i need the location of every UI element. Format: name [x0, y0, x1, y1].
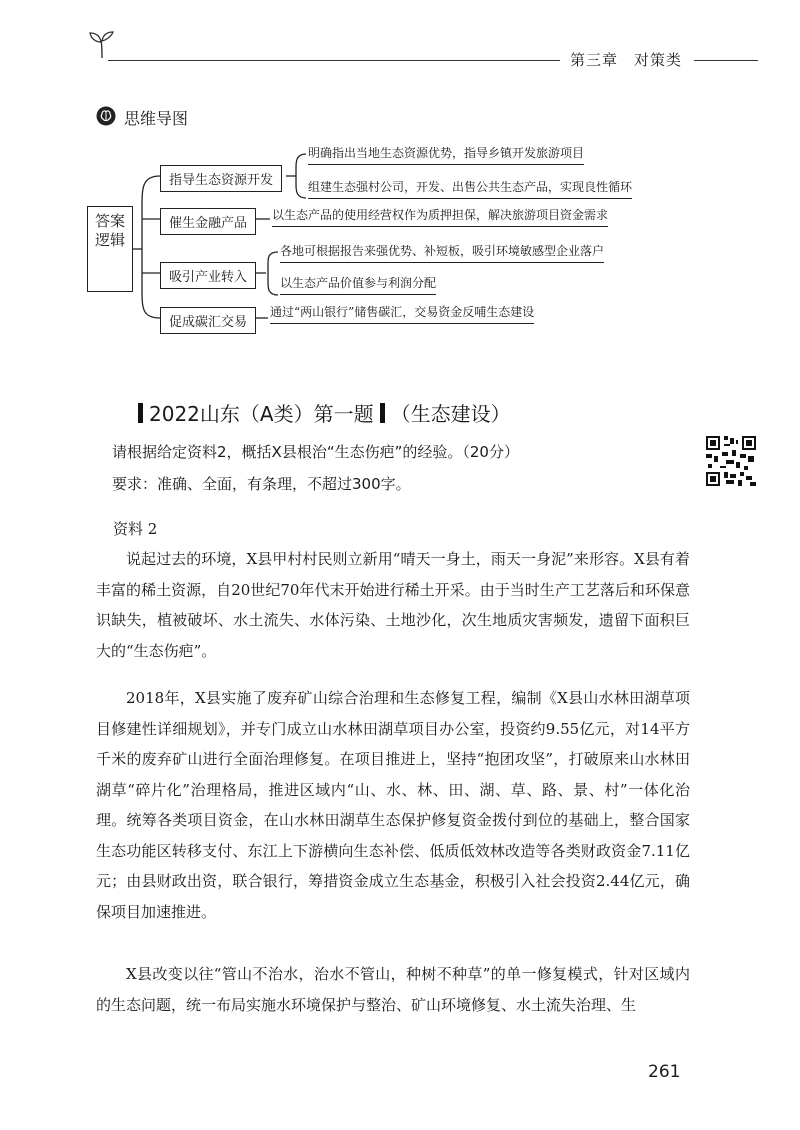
branch-financial-products: 催生金融产品: [160, 208, 256, 235]
leaf-attract-enterprises: 各地可根据报告来强优势、补短板，吸引环境敏感型企业落户: [280, 242, 604, 263]
section-title: [132, 398, 511, 427]
material-label: 资料 2: [113, 520, 158, 538]
sprout-icon: [88, 30, 116, 60]
chapter-title: 第三章 对策类: [570, 51, 683, 69]
section-tag: （生态建设）: [390, 402, 511, 426]
leaf-profit-sharing: 以生态产品价值参与利润分配: [280, 274, 436, 295]
mind-map-root-label: 答案逻辑: [95, 212, 126, 249]
material-paragraph: 说起过去的环境，X县甲村村民则立新用“晴天一身土，雨天一身泥”来形容。X县有着丰富的稀土资源，自20世纪70年代末开始进行稀土开采。由于当时生产工艺落后和环保意识缺失，植被破坏、水土流失、水体污染、土地沙化，次生地质灾害频发，遗留下面积巨大的“生态伤疤”。: [96, 550, 690, 660]
question-text: 请根据给定资料2，概括X县根治“生态伤疤”的经验。（20分）: [112, 443, 519, 461]
leaf-eco-company: 组建生态强村公司，开发、出售公共生态产品，实现良性循环: [308, 178, 632, 199]
branch-resource-development: 指导生态资源开发: [160, 165, 282, 192]
branch-carbon-trading: 促成碳汇交易: [160, 307, 256, 334]
mind-map-title: 思维导图: [124, 109, 189, 128]
leaf-resource-guidance: 明确指出当地生态资源优势，指导乡镇开发旅游项目: [308, 144, 584, 165]
leaf-carbon-bank: 通过“两山银行”储售碳汇，交易资金反哺生态建设: [270, 303, 534, 324]
brain-icon: [96, 106, 116, 126]
material-paragraph: 2018年，X县实施了废弃矿山综合治理和生态修复工程，编制《X县山水林田湖草项目修建性详细规划》，并专门成立山水林田湖草项目办公室，投资约9.55亿元，对14平方千米的废弃矿山进行全面治理修复。在项目推进上，坚持“抱团攻坚”，打破原来山水林田湖草“碎片化”治理格局，推进区域内“山、水、林、田、湖、草、路、景、村”一体化治理。统筹各类项目资金，在山水林田湖草生态保护修复资金拨付到位的基础上，整合国家生态功能区转移支付、东江上下游横向生态补偿、低质低效林改造等各类财政资金7.11亿元；由县财政出资，联合银行，筹措资金成立生态基金，积极引入社会投资2.44亿元，确保项目加速推进。: [96, 689, 690, 921]
section-bar-left: [138, 403, 143, 423]
branch-industry-transfer: 吸引产业转入: [160, 262, 256, 289]
qr-code-icon[interactable]: [706, 436, 756, 486]
section-title-text: 2022山东（A类）第一题: [149, 402, 374, 426]
page-number: 261: [648, 1062, 681, 1082]
leaf-pledge-guarantee: 以生态产品的使用经营权作为质押担保，解决旅游项目资金需求: [272, 206, 608, 227]
section-bar-right: [380, 403, 385, 423]
requirement-text: 要求：准确、全面，有条理，不超过300字。: [112, 475, 411, 493]
header-rule-left: [108, 60, 560, 61]
material-paragraph: X县改变以往“管山不治水，治水不管山，种树不种草”的单一修复模式，针对区域内的生态问题，统一布局实施水环境保护与整治、矿山环境修复、水土流失治理、生: [96, 965, 690, 1014]
header-rule-right: [694, 60, 758, 61]
